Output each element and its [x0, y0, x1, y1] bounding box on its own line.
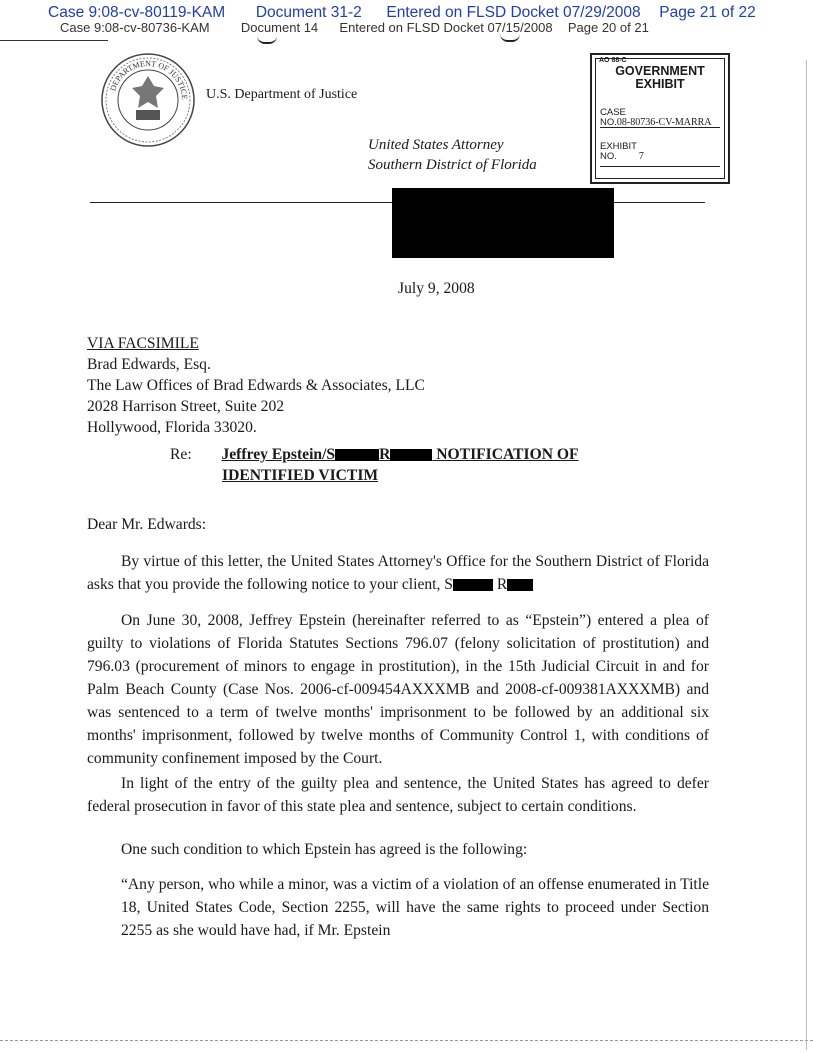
department-name: U.S. Department of Justice [206, 87, 358, 102]
paragraph-1-end: R [496, 576, 508, 593]
paragraph-1-text: By virtue of this letter, the United States Attorney's Office for the Southern District of Florida asks that you provide the following notice to your client, S [87, 553, 709, 593]
office-line1: United States Attorney [368, 137, 504, 153]
addressee-street: 2028 Harrison Street, Suite 202 [87, 398, 285, 415]
exhibit-tag: AO 88-C [599, 57, 627, 64]
letter-date: July 9, 2008 [398, 280, 475, 297]
mark-left [257, 36, 277, 44]
re-label: Re: [170, 446, 192, 463]
right-edge [806, 60, 807, 1050]
redaction-p1-1 [453, 579, 493, 591]
paragraph-4: One such condition to which Epstein has agreed is the following: [121, 841, 528, 858]
salutation: Dear Mr. Edwards: [87, 516, 207, 533]
redaction-p1-2 [507, 579, 533, 591]
paragraph-2: On June 30, 2008, Jeffrey Epstein (hereinafter referred to as “Epstein”) entered a plea of guilty to violations of Florida Statutes Sections 796.07 (felony solicitation of prostitution) and 796.03 (procurement of minors to engage in prostitution), in the 15th Judicial Circuit in and for Palm Beach County (Case Nos. 2006-cf-009454AXXXMB and 2008-cf-009381AXXXMB) and was sentenced to a term of twelve months' imprisonment to be followed by an additional six months' imprisonment, followed by twelve months of Community Control 1, with conditions of community confinement imposed by the Court. [87, 612, 709, 767]
exhibit-case-label: CASE [600, 107, 626, 118]
bottom-rule [0, 1040, 813, 1041]
via-line: VIA FACSIMILE [87, 335, 199, 352]
seal-text: DEPARTMENT OF JUSTICE [108, 59, 190, 100]
office-line2: Southern District of Florida [368, 157, 537, 173]
stamp-page-secondary: Page 20 of 21 [567, 20, 649, 35]
redaction-re-1 [335, 449, 379, 461]
exhibit-sticker [590, 53, 730, 184]
office-block [368, 135, 537, 175]
paragraph-3: In light of the entry of the guilty plea and sentence, the United States has agreed to defer federal prosecution in favor of this state plea and sentence, subject to certain conditions. [87, 775, 709, 815]
exhibit-label: EXHIBIT [600, 141, 637, 152]
re-part1: Jeffrey Epstein/S [221, 446, 336, 463]
exhibit-title1: GOVERNMENT [615, 64, 705, 78]
mark-right [500, 34, 520, 42]
court-stamp-primary [48, 4, 756, 21]
doj-seal [100, 52, 196, 148]
addressee-city: Hollywood, Florida 33020. [87, 419, 257, 436]
exhibit-case-no-label: NO. [600, 117, 617, 128]
addressee-firm: The Law Offices of Brad Edwards & Associates, LLC [87, 377, 425, 394]
stamp-page: Page 21 of 22 [659, 4, 756, 21]
redaction-block [392, 188, 614, 258]
addressee-block [87, 333, 425, 438]
exhibit-title2: EXHIBIT [635, 77, 685, 91]
header-rule [0, 40, 108, 41]
stamp-case: Case 9:08-cv-80119-KAM [48, 4, 226, 21]
stamp-entered-secondary: Entered on FLSD Docket 07/15/2008 [339, 20, 553, 35]
stamp-document: Document 31-2 [255, 4, 362, 21]
court-stamp-secondary [60, 21, 649, 35]
re-part2: R [379, 446, 391, 463]
exhibit-no-label: NO. [600, 151, 617, 162]
stamp-document-secondary: Document 14 [240, 20, 319, 35]
addressee-name: Brad Edwards, Esq. [87, 356, 211, 373]
re-block [170, 444, 579, 486]
redaction-re-2 [390, 449, 432, 461]
paragraph-1 [87, 550, 709, 596]
stamp-case-secondary: Case 9:08-cv-80736-KAM [60, 20, 210, 35]
exhibit-case-no: 08-80736-CV-MARRA [616, 117, 712, 128]
paragraph-5: “Any person, who while a minor, was a victim of a violation of an offense enumerated in Title 18, United States Code, Section 2255, will have the same rights to proceed under Section 2255 as she would have had, if Mr. Epstein [121, 876, 709, 939]
re-part3: NOTIFICATION OF [436, 446, 579, 463]
re-line2: IDENTIFIED VICTIM [222, 467, 379, 484]
exhibit-no: 7 [638, 151, 644, 162]
stamp-entered: Entered on FLSD Docket 07/29/2008 [386, 4, 641, 21]
